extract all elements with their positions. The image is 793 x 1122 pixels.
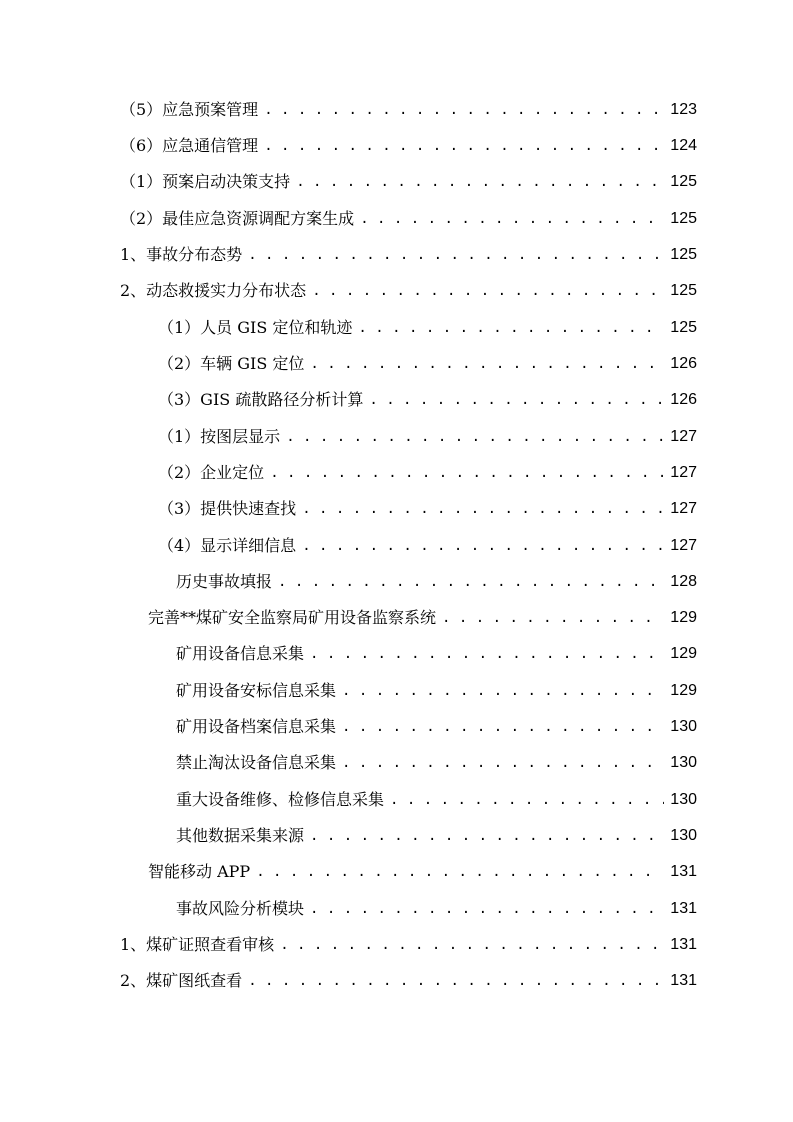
toc-entry-page: 129	[670, 682, 697, 699]
toc-entry-page: 131	[670, 972, 697, 989]
toc-entry-title: （3）GIS 疏散路径分析计算	[158, 390, 364, 409]
toc-entry-page: 131	[670, 900, 697, 917]
toc-entry-title: （6）应急通信管理	[120, 136, 259, 155]
toc-leader-dots	[390, 790, 664, 810]
toc-entry[interactable]	[120, 168, 697, 192]
toc-leader-dots	[248, 971, 664, 991]
toc-entry-page: 129	[670, 609, 697, 626]
toc-entry[interactable]	[158, 423, 697, 447]
toc-leader-dots	[302, 499, 664, 519]
toc-entry-title: （2）企业定位	[158, 463, 265, 482]
toc-entry-page: 129	[670, 645, 697, 662]
toc-entry[interactable]	[176, 568, 697, 592]
toc-entry[interactable]	[176, 749, 697, 773]
toc-entry[interactable]	[176, 640, 697, 664]
toc-leader-dots	[310, 354, 664, 374]
toc-leader-dots	[312, 281, 664, 301]
toc-entry-title: （1）按图层显示	[158, 427, 281, 446]
toc-entry-title: 矿用设备信息采集	[176, 644, 305, 663]
toc-entry-title: 完善**煤矿安全监察局矿用设备监察系统	[148, 608, 437, 627]
toc-leader-dots	[342, 717, 664, 737]
toc-entry-page: 126	[670, 391, 697, 408]
toc-entry-title: 智能移动 APP	[148, 862, 251, 881]
toc-entry[interactable]	[120, 277, 697, 301]
toc-entry[interactable]	[120, 967, 697, 991]
toc-entry[interactable]	[120, 931, 697, 955]
toc-entry[interactable]	[158, 532, 697, 556]
toc-entry[interactable]	[120, 241, 697, 265]
toc-entry[interactable]	[120, 96, 697, 120]
toc-leader-dots	[296, 172, 664, 192]
toc-entry[interactable]	[176, 713, 697, 737]
toc-entry-page: 130	[670, 827, 697, 844]
toc-entry-page: 125	[670, 282, 697, 299]
toc-entry-title: （2）车辆 GIS 定位	[158, 354, 305, 373]
toc-leader-dots	[270, 463, 664, 483]
toc-entry-page: 131	[670, 936, 697, 953]
toc-entry-page: 125	[670, 246, 697, 263]
toc-leader-dots	[248, 245, 664, 265]
toc-entry-title: （4）显示详细信息	[158, 536, 297, 555]
toc-entry-page: 126	[670, 355, 697, 372]
toc-entry-title: （1）预案启动决策支持	[120, 172, 291, 191]
toc-leader-dots	[280, 935, 664, 955]
toc-entry-page: 127	[670, 500, 697, 517]
toc-entry-title: 2、煤矿图纸查看	[120, 971, 243, 990]
toc-leader-dots	[310, 644, 664, 664]
toc-entry-page: 124	[670, 137, 697, 154]
toc-leader-dots	[360, 209, 664, 229]
toc-leader-dots	[342, 753, 664, 773]
toc-leader-dots	[264, 100, 664, 120]
toc-entry-title: 2、动态救援实力分布状态	[120, 281, 307, 300]
toc-entry[interactable]	[148, 858, 697, 882]
toc-entry-page: 123	[670, 101, 697, 118]
toc-entry-title: 矿用设备安标信息采集	[176, 681, 337, 700]
toc-entry-page: 125	[670, 173, 697, 190]
toc-entry[interactable]	[158, 314, 697, 338]
toc-entry-title: （2）最佳应急资源调配方案生成	[120, 209, 355, 228]
toc-entry-page: 127	[670, 464, 697, 481]
toc-entry-title: 重大设备维修、检修信息采集	[176, 790, 385, 809]
toc-leader-dots	[310, 899, 664, 919]
toc-entry-title: 事故风险分析模块	[176, 899, 305, 918]
toc-entry-title: 1、煤矿证照查看审核	[120, 935, 275, 954]
toc-leader-dots	[302, 536, 664, 556]
toc-entry-title: 历史事故填报	[176, 572, 273, 591]
toc-leader-dots	[369, 390, 664, 410]
toc-entry-page: 127	[670, 537, 697, 554]
toc-entry-page: 130	[670, 791, 697, 808]
toc-entry[interactable]	[176, 895, 697, 919]
toc-entry-page: 131	[670, 863, 697, 880]
toc-entry-title: 1、事故分布态势	[120, 245, 243, 264]
toc-entry[interactable]	[120, 205, 697, 229]
toc-entry[interactable]	[158, 386, 697, 410]
toc-entry[interactable]	[158, 495, 697, 519]
toc-entry[interactable]	[176, 786, 697, 810]
toc-entry-title: 矿用设备档案信息采集	[176, 717, 337, 736]
toc-leader-dots	[278, 572, 664, 592]
toc-entry-page: 130	[670, 754, 697, 771]
toc-leader-dots	[256, 862, 664, 882]
toc-entry[interactable]	[176, 822, 697, 846]
toc-entry-page: 125	[670, 210, 697, 227]
toc-entry-title: 其他数据采集来源	[176, 826, 305, 845]
toc-entry-title: 禁止淘汰设备信息采集	[176, 753, 337, 772]
toc-entry-page: 130	[670, 718, 697, 735]
toc-entry[interactable]	[148, 604, 697, 628]
toc-entry[interactable]	[158, 350, 697, 374]
toc-entry[interactable]	[120, 132, 697, 156]
toc-entry-title: （5）应急预案管理	[120, 100, 259, 119]
toc-leader-dots	[342, 681, 664, 701]
toc-entry-page: 127	[670, 428, 697, 445]
toc-entry[interactable]	[176, 677, 697, 701]
toc-leader-dots	[442, 608, 664, 628]
toc-entry-page: 125	[670, 319, 697, 336]
toc-entry-page: 128	[670, 573, 697, 590]
toc-leader-dots	[286, 427, 664, 447]
toc-entry[interactable]	[158, 459, 697, 483]
toc-entry-title: （3）提供快速查找	[158, 499, 297, 518]
toc-entry-title: （1）人员 GIS 定位和轨迹	[158, 318, 353, 337]
toc-leader-dots	[358, 318, 664, 338]
toc-leader-dots	[264, 136, 664, 156]
toc-leader-dots	[310, 826, 664, 846]
